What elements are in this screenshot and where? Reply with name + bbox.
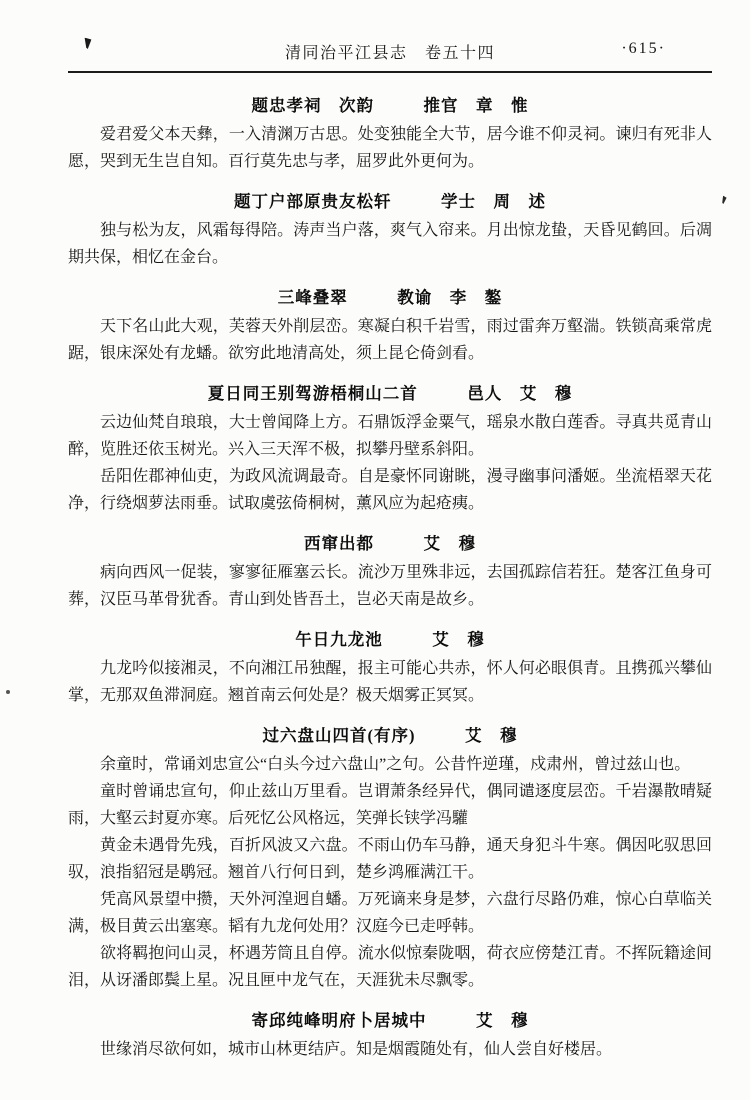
page-body bbox=[0, 73, 750, 1063]
poem-heading bbox=[68, 627, 712, 653]
poem-title: 午日九龙池 bbox=[295, 630, 383, 649]
page-number: ·615· bbox=[621, 40, 666, 57]
poem-section-sanfeng-diecui bbox=[68, 285, 712, 367]
poem-byline: 教谕 李 鏊 bbox=[397, 288, 503, 307]
poem-text: 天下名山此大观，芙蓉天外削层峦。寒凝白积千岩雪，雨过雷奔万壑湍。铁锁高乘常虎踞，银床深处有龙蟠。欲穷此地清高处，须上昆仑倚剑看。 bbox=[68, 318, 712, 362]
poem-text: 凭高风景望中攒，天外河湟迥自蟠。万死谪来身是梦，六盘行尽路仍难，惊心白草临关满，极目黄云出塞寒。韬有九龙何处用？汉庭今已走呼韩。 bbox=[68, 891, 712, 935]
poem-text: 欲将羁抱问山灵，杯遇芳筒且自停。流水似惊秦陇咽，荷衣应傍楚江青。不挥阮籍途间泪，从讶潘郎鬓上星。况且匣中龙气在，天涯犹未尽飘零。 bbox=[68, 945, 712, 989]
poem-heading bbox=[68, 285, 712, 311]
poem-byline: 推官 章 惟 bbox=[423, 96, 529, 115]
book-title: 清同治平江县志 卷五十四 bbox=[284, 45, 495, 62]
poem-text: 爱君爱父本天彝，一入清渊万古思。处变独能全大节，居今谁不仰灵祠。谏归有死非人愿，哭到无生岂自知。百行莫先忠与孝，屈罗此外更何为。 bbox=[68, 126, 712, 170]
poem-heading bbox=[68, 93, 712, 119]
scan-artifact-dot bbox=[6, 690, 10, 694]
poem-section-ti-ding-hubu bbox=[68, 189, 712, 271]
poem-title: 题丁户部原贵友松轩 bbox=[234, 192, 392, 211]
poem-section-liupanshan bbox=[68, 723, 712, 994]
poem-section-jiulongchi bbox=[68, 627, 712, 709]
poem-heading bbox=[68, 1008, 712, 1034]
poem-byline: 艾 穆 bbox=[465, 726, 518, 745]
poem-byline: 学士 周 述 bbox=[441, 192, 546, 211]
poem-byline: 艾 穆 bbox=[432, 630, 485, 649]
poem-heading bbox=[68, 381, 712, 407]
poem-byline: 艾 穆 bbox=[476, 1011, 529, 1030]
poem-text: 童时曾诵忠宣句，仰止兹山万里看。岂谓萧条经异代，偶同谴逐度层峦。千岩瀑散晴疑雨，大壑云封夏亦寒。后死忆公风格远，笑弹长铗学冯驩 bbox=[68, 783, 712, 827]
poem-text: 黄金未遇骨先残，百折风波又六盘。不雨山仍车马静，通天身犯斗牛寒。偶因叱驭思回驭，浪指貂冠是鹖冠。翘首八行何日到，楚乡鸿雁满江干。 bbox=[68, 837, 712, 881]
poem-text: 独与松为友，风霜每得陪。涛声当户落，爽气入帘来。月出惊龙蛰，天昏见鹤回。后凋期共保，相忆在金台。 bbox=[68, 222, 712, 266]
page-header bbox=[68, 0, 712, 62]
poem-text: 世缘消尽欲何如，城市山林更结庐。知是烟霞随处有，仙人尝自好楼居。 bbox=[100, 1041, 613, 1058]
poem-preface: 余童时，常诵刘忠宣公“白头今过六盘山”之句。公昔忤逆瑾，戍肃州，曾过兹山也。 bbox=[100, 756, 691, 773]
poem-title: 夏日同王别驾游梧桐山二首 bbox=[207, 384, 418, 403]
poem-byline: 艾 穆 bbox=[423, 534, 476, 553]
poem-text: 云边仙梵自琅琅，大士曾闻降上方。石鼎饭浮金粟气，瑶泉水散白莲香。寻真共觅青山醉，览胜还依玉树光。兴入三天浑不极，拟攀丹壁系斜阳。 bbox=[68, 414, 712, 458]
poem-heading bbox=[68, 531, 712, 557]
poem-title: 西窜出都 bbox=[304, 534, 374, 553]
poem-heading bbox=[68, 723, 712, 749]
poem-text: 岳阳佐郡神仙吏，为政风流调最奇。自是豪怀同谢眺，漫寻幽事问潘姬。坐流梧翠天花净，行绕烟萝法雨垂。试取虞弦倚桐树，薰风应为起疮痍。 bbox=[68, 468, 712, 512]
poem-byline: 邑人 艾 穆 bbox=[467, 384, 573, 403]
poem-section-wutongshan bbox=[68, 381, 712, 517]
poem-section-ti-zhongxiaoci bbox=[68, 93, 712, 175]
poem-title: 三峰叠翠 bbox=[277, 288, 348, 307]
poem-title: 过六盘山四首(有序) bbox=[262, 726, 416, 745]
poem-text: 病向西风一促装，寥寥征雁塞云长。流沙万里殊非远，去国孤踪信若狂。楚客江鱼身可葬，汉臣马革骨犹香。青山到处皆吾土，岂必天南是故乡。 bbox=[68, 564, 712, 608]
poem-section-ji-qiu-chunfeng bbox=[68, 1008, 712, 1063]
poem-heading bbox=[68, 189, 712, 215]
poem-section-xicuan-chudu bbox=[68, 531, 712, 613]
poem-title: 寄邱纯峰明府卜居城中 bbox=[251, 1011, 427, 1030]
poem-title: 题忠孝祠 次韵 bbox=[251, 96, 374, 115]
poem-text: 九龙吟似接湘灵，不向湘江吊独醒，报主可能心共赤，怀人何必眼俱青。且携孤兴攀仙掌，无那双鱼滞洞庭。翘首南云何处是？极天烟雾正冥冥。 bbox=[68, 660, 712, 704]
